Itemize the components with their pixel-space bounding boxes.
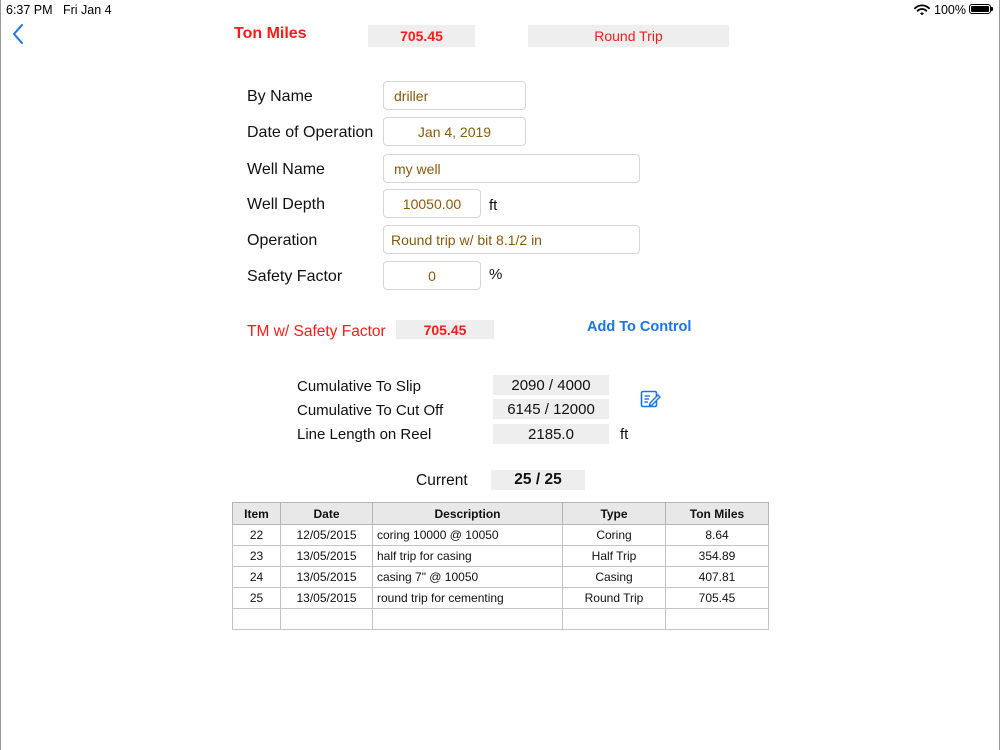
line-length-unit: ft: [620, 426, 629, 443]
line-length-label: Line Length on Reel: [297, 426, 432, 443]
column-header-ton-miles: Ton Miles: [666, 503, 769, 525]
cell-description: [373, 609, 563, 630]
by-name-label: By Name: [247, 88, 313, 105]
cell-item: 24: [233, 567, 281, 588]
back-chevron-icon[interactable]: [10, 23, 26, 45]
safety-factor-label: Safety Factor: [247, 268, 343, 285]
current-value: 25 / 25: [491, 470, 585, 490]
safety-factor-field[interactable]: 0: [383, 261, 481, 290]
cumulative-to-cut-off-value: 6145 / 12000: [493, 399, 609, 419]
cell-type: Half Trip: [563, 546, 666, 567]
page-title: Ton Miles: [234, 25, 307, 42]
column-header-type: Type: [563, 503, 666, 525]
table-row-empty[interactable]: [233, 609, 769, 630]
column-header-item: Item: [233, 503, 281, 525]
cell-ton-miles: 354.89: [666, 546, 769, 567]
ton-miles-total: 705.45: [368, 25, 475, 47]
cell-date: [281, 609, 373, 630]
battery-icon: [969, 4, 991, 14]
cell-ton-miles: 407.81: [666, 567, 769, 588]
table-row[interactable]: [233, 546, 769, 567]
cell-date: 13/05/2015: [281, 567, 373, 588]
well-name-label: Well Name: [247, 161, 325, 178]
cell-item: 25: [233, 588, 281, 609]
cell-type: Round Trip: [563, 588, 666, 609]
wifi-icon: [914, 4, 930, 16]
cell-ton-miles: 705.45: [666, 588, 769, 609]
add-to-control-button[interactable]: Add To Control: [587, 319, 692, 335]
cumulative-to-slip-label: Cumulative To Slip: [297, 378, 421, 395]
well-depth-field[interactable]: 10050.00: [383, 189, 481, 218]
cell-description: coring 10000 @ 10050: [373, 525, 563, 546]
cell-description: casing 7" @ 10050: [373, 567, 563, 588]
cell-date: 13/05/2015: [281, 546, 373, 567]
well-depth-label: Well Depth: [247, 196, 325, 213]
cumulative-to-cut-off-label: Cumulative To Cut Off: [297, 402, 444, 419]
cell-ton-miles: 8.64: [666, 525, 769, 546]
cell-ton-miles: [666, 609, 769, 630]
cumulative-to-slip-value: 2090 / 4000: [493, 375, 609, 395]
column-header-date: Date: [281, 503, 373, 525]
cell-type: Coring: [563, 525, 666, 546]
operations-table: [232, 502, 769, 630]
cell-description: half trip for casing: [373, 546, 563, 567]
cell-date: 12/05/2015: [281, 525, 373, 546]
tm-safety-factor-value: 705.45: [396, 320, 494, 339]
tm-safety-factor-label: TM w/ Safety Factor: [247, 323, 386, 340]
date-of-operation-label: Date of Operation: [247, 124, 374, 141]
cell-item: 23: [233, 546, 281, 567]
status-time: 6:37 PM: [6, 3, 53, 17]
current-label: Current: [416, 472, 468, 489]
left-border: [0, 0, 1, 750]
column-header-description: Description: [373, 503, 563, 525]
table-header-row: [233, 503, 769, 525]
by-name-field[interactable]: driller: [383, 81, 526, 110]
operation-field[interactable]: Round trip w/ bit 8.1/2 in: [383, 225, 640, 254]
table-row[interactable]: [233, 588, 769, 609]
cell-description: round trip for cementing: [373, 588, 563, 609]
well-name-field[interactable]: my well: [383, 154, 640, 183]
table-row[interactable]: [233, 567, 769, 588]
cell-type: [563, 609, 666, 630]
trip-type-selector[interactable]: Round Trip: [528, 25, 729, 47]
cell-item: [233, 609, 281, 630]
table-row[interactable]: [233, 525, 769, 546]
cell-type: Casing: [563, 567, 666, 588]
safety-factor-unit: %: [489, 266, 503, 283]
well-depth-unit: ft: [489, 197, 498, 214]
cell-date: 13/05/2015: [281, 588, 373, 609]
status-date: Fri Jan 4: [63, 3, 112, 17]
cell-item: 22: [233, 525, 281, 546]
line-length-value: 2185.0: [493, 424, 609, 444]
date-of-operation-field[interactable]: Jan 4, 2019: [383, 117, 526, 146]
edit-icon[interactable]: [639, 387, 663, 411]
battery-percent: 100%: [934, 3, 966, 17]
operation-label: Operation: [247, 232, 318, 249]
